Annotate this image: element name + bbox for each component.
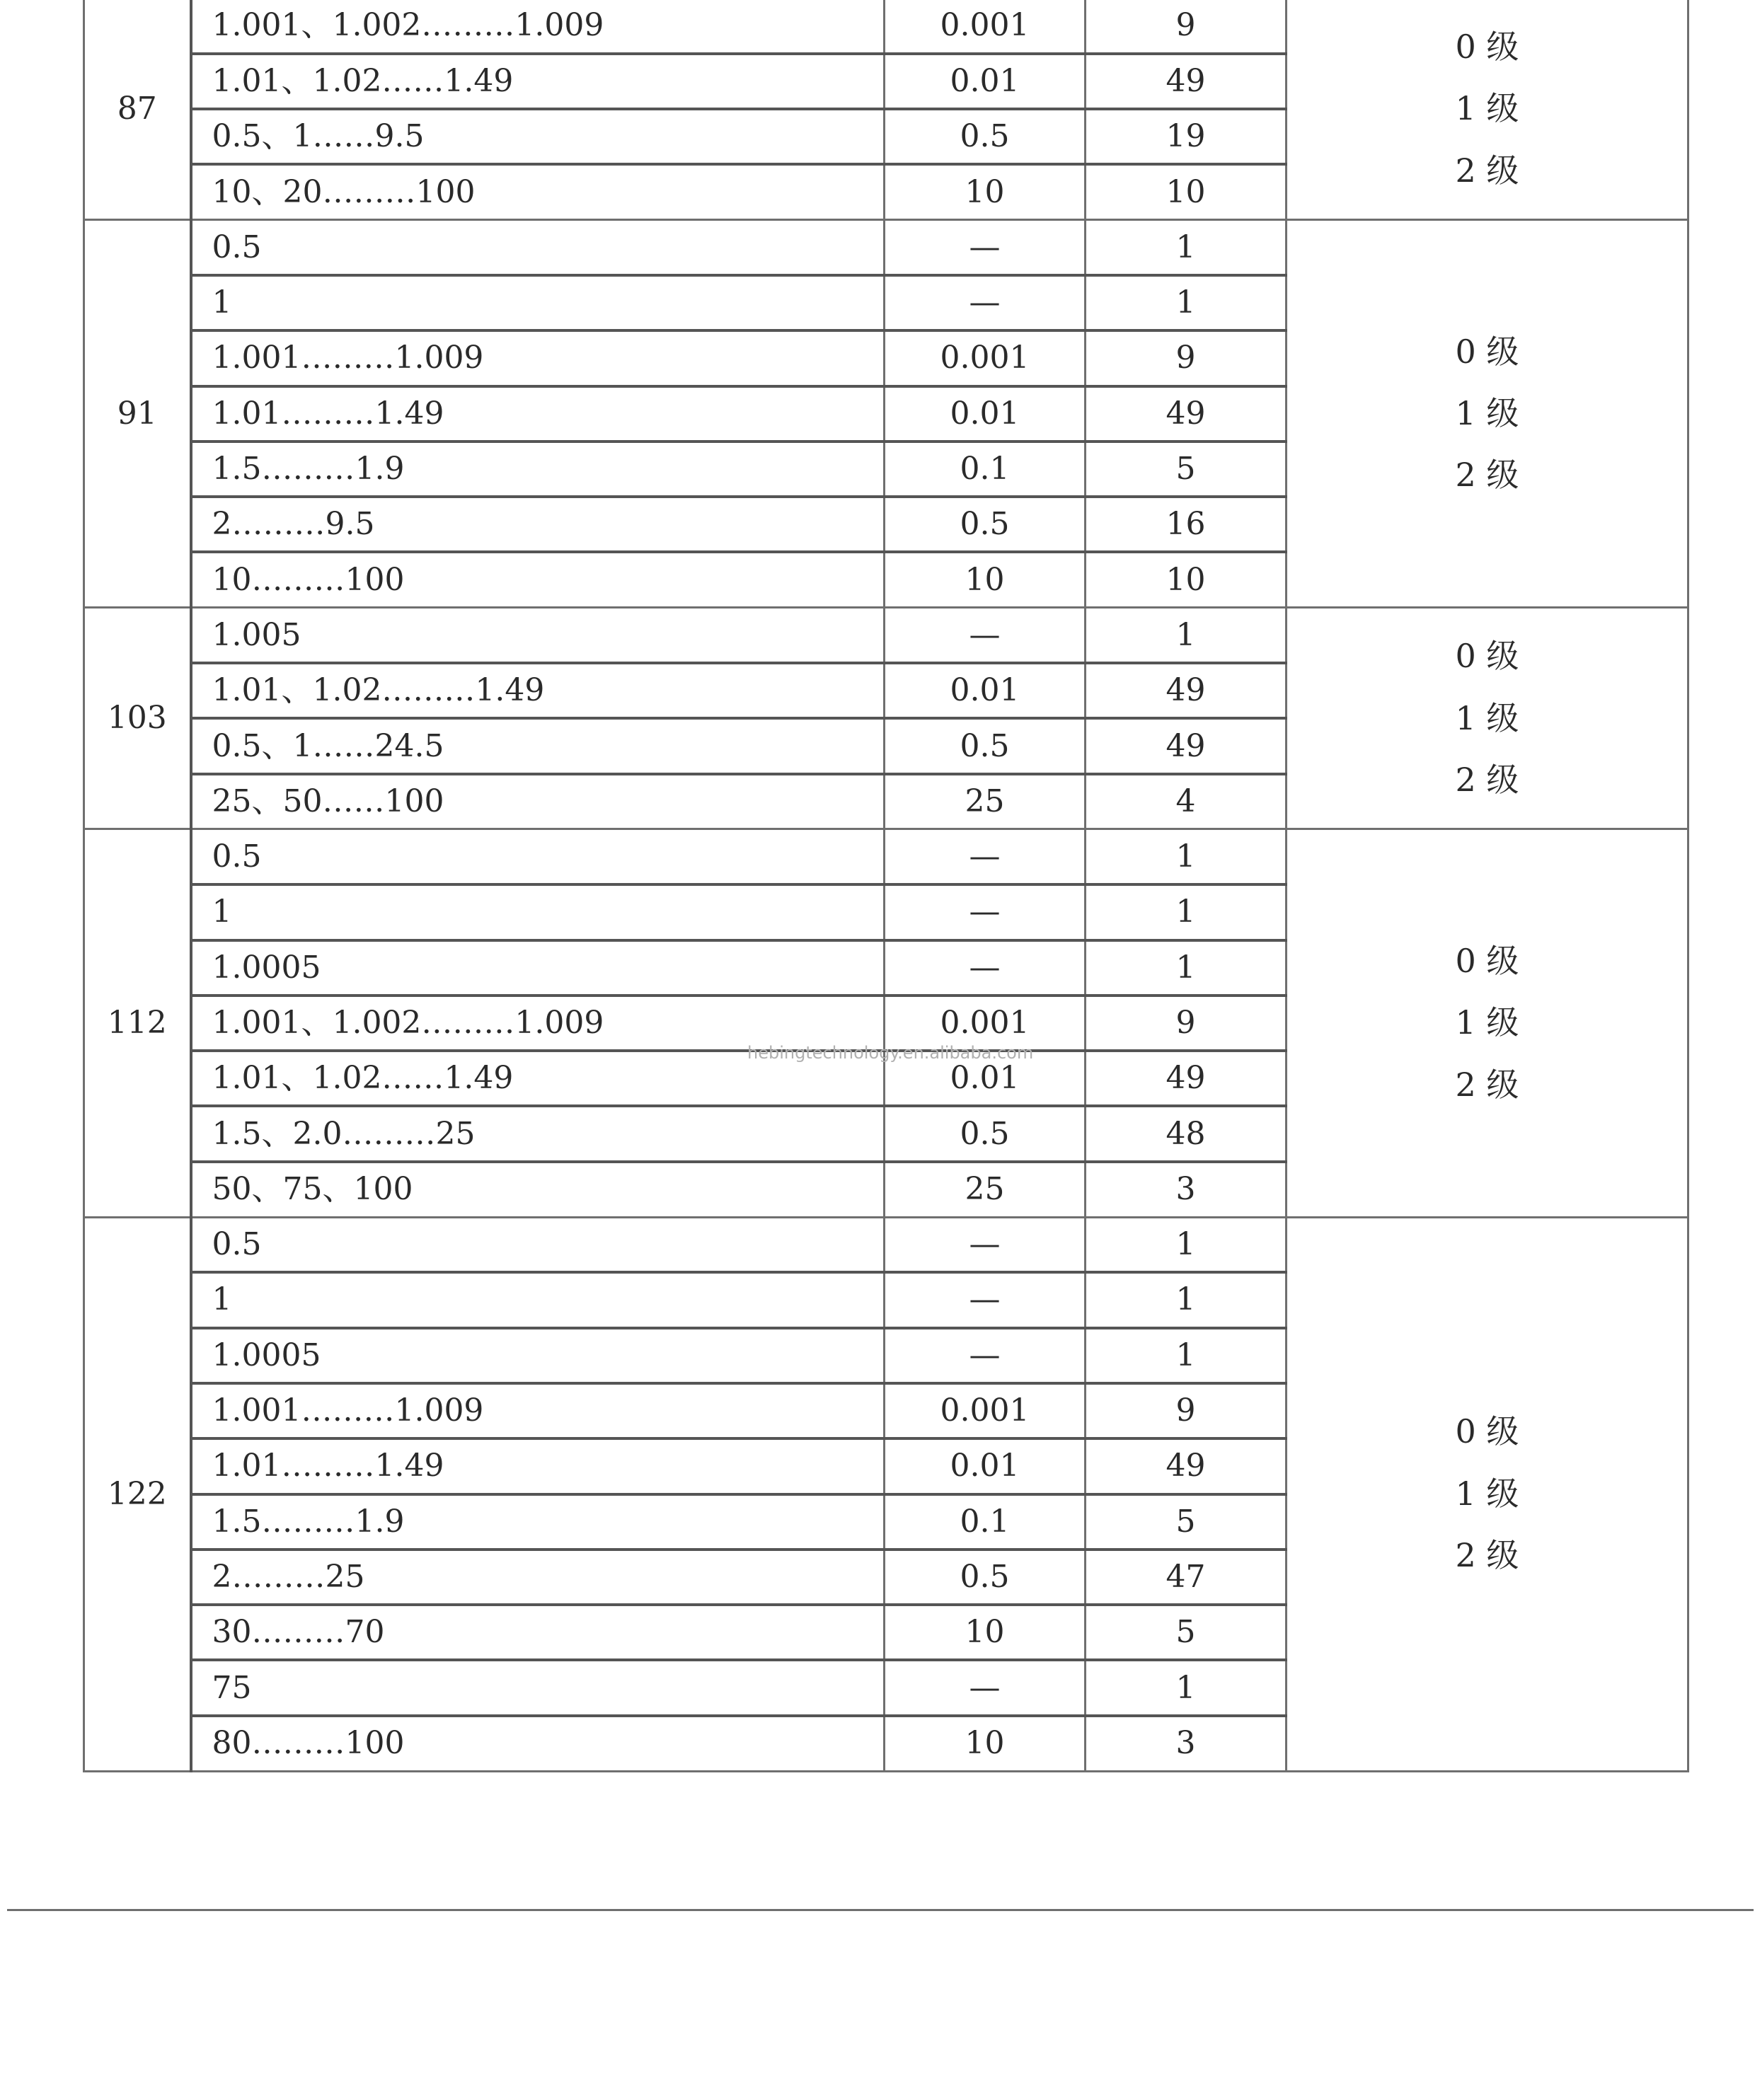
accuracy-grade-cell xyxy=(1287,829,1688,1217)
step-cell: — xyxy=(885,884,1086,940)
qty-cell: 49 xyxy=(1086,1051,1287,1106)
step-cell: 10 xyxy=(885,1716,1086,1771)
spec-cell: 0.5、1……24.5 xyxy=(191,718,885,773)
qty-cell: 49 xyxy=(1086,718,1287,773)
qty-cell: 10 xyxy=(1086,552,1287,607)
grade-label: 2 级 xyxy=(1455,456,1519,495)
spec-cell: 50、75、100 xyxy=(191,1162,885,1217)
spec-cell: 1.0005 xyxy=(191,1328,885,1383)
spec-cell: 1.5………1.9 xyxy=(191,1494,885,1550)
spec-cell: 1.5、2.0………25 xyxy=(191,1106,885,1161)
table-row xyxy=(84,1217,1688,1272)
step-cell: 0.1 xyxy=(885,1494,1086,1550)
qty-cell: 1 xyxy=(1086,608,1287,663)
qty-cell: 1 xyxy=(1086,1660,1287,1715)
qty-cell: 49 xyxy=(1086,1438,1287,1494)
spec-cell: 1.5………1.9 xyxy=(191,442,885,497)
step-cell: 0.01 xyxy=(885,1438,1086,1494)
step-cell: 0.1 xyxy=(885,442,1086,497)
spec-cell: 1.01、1.02……1.49 xyxy=(191,54,885,109)
step-cell: 0.001 xyxy=(885,0,1086,54)
qty-cell: 10 xyxy=(1086,164,1287,219)
step-cell: 0.5 xyxy=(885,1550,1086,1605)
step-cell: 0.001 xyxy=(885,996,1086,1051)
step-cell: 25 xyxy=(885,774,1086,829)
spec-cell: 1.01………1.49 xyxy=(191,1438,885,1494)
accuracy-grade-cell xyxy=(1287,220,1688,608)
spec-cell: 1.01、1.02……1.49 xyxy=(191,1051,885,1106)
qty-cell: 5 xyxy=(1086,1605,1287,1660)
accuracy-grade-cell xyxy=(1287,1217,1688,1771)
spec-cell: 1.001………1.009 xyxy=(191,330,885,386)
spec-cell: 0.5 xyxy=(191,829,885,884)
table-row xyxy=(84,608,1688,663)
qty-cell: 1 xyxy=(1086,940,1287,996)
watermark: hebingtechnology.en.alibaba.com xyxy=(747,1043,1034,1063)
weight-set-table xyxy=(83,0,1689,1772)
step-cell: 0.5 xyxy=(885,109,1086,164)
grade-label: 1 级 xyxy=(1455,1003,1519,1042)
step-cell: — xyxy=(885,275,1086,330)
table-row xyxy=(84,220,1688,275)
qty-cell: 1 xyxy=(1086,275,1287,330)
spec-cell: 0.5 xyxy=(191,1217,885,1272)
grade-label: 0 级 xyxy=(1455,1412,1519,1451)
group-number-cell: 122 xyxy=(84,1217,191,1771)
spec-cell: 1.01、1.02………1.49 xyxy=(191,663,885,718)
grade-label: 0 级 xyxy=(1455,637,1519,676)
qty-cell: 5 xyxy=(1086,1494,1287,1550)
bottom-rule xyxy=(7,1909,1754,1911)
table-body xyxy=(84,0,1688,1771)
qty-cell: 9 xyxy=(1086,330,1287,386)
group-number-cell: 91 xyxy=(84,220,191,608)
step-cell: 0.5 xyxy=(885,718,1086,773)
step-cell: 10 xyxy=(885,552,1086,607)
group-number-cell: 112 xyxy=(84,829,191,1217)
qty-cell: 19 xyxy=(1086,109,1287,164)
step-cell: 0.5 xyxy=(885,497,1086,552)
qty-cell: 49 xyxy=(1086,663,1287,718)
spec-cell: 30………70 xyxy=(191,1605,885,1660)
step-cell: 0.01 xyxy=(885,1051,1086,1106)
qty-cell: 3 xyxy=(1086,1162,1287,1217)
spec-cell: 0.5、1……9.5 xyxy=(191,109,885,164)
step-cell: 10 xyxy=(885,1605,1086,1660)
qty-cell: 1 xyxy=(1086,1217,1287,1272)
spec-cell: 1.001、1.002………1.009 xyxy=(191,0,885,54)
qty-cell: 47 xyxy=(1086,1550,1287,1605)
spec-cell: 1 xyxy=(191,884,885,940)
spec-cell: 1.001、1.002………1.009 xyxy=(191,996,885,1051)
spec-cell: 1 xyxy=(191,1272,885,1327)
grade-label: 1 级 xyxy=(1455,1474,1519,1513)
qty-cell: 1 xyxy=(1086,1272,1287,1327)
qty-cell: 1 xyxy=(1086,220,1287,275)
spec-cell: 10、20………100 xyxy=(191,164,885,219)
qty-cell: 9 xyxy=(1086,1383,1287,1438)
qty-cell: 16 xyxy=(1086,497,1287,552)
grade-label: 0 级 xyxy=(1455,28,1519,66)
table-row xyxy=(84,829,1688,884)
grade-label: 1 级 xyxy=(1455,89,1519,128)
spec-cell: 1.0005 xyxy=(191,940,885,996)
spec-cell: 0.5 xyxy=(191,220,885,275)
spec-cell: 2………25 xyxy=(191,1550,885,1605)
step-cell: — xyxy=(885,1217,1086,1272)
step-cell: — xyxy=(885,829,1086,884)
spec-cell: 2………9.5 xyxy=(191,497,885,552)
qty-cell: 49 xyxy=(1086,54,1287,109)
grade-label: 2 级 xyxy=(1455,1065,1519,1104)
qty-cell: 9 xyxy=(1086,0,1287,54)
group-number-cell: 87 xyxy=(84,0,191,220)
step-cell: 10 xyxy=(885,164,1086,219)
step-cell: — xyxy=(885,1660,1086,1715)
grade-label: 1 级 xyxy=(1455,394,1519,433)
grade-label: 1 级 xyxy=(1455,698,1519,737)
table-row xyxy=(84,0,1688,54)
grade-label: 0 级 xyxy=(1455,332,1519,371)
qty-cell: 5 xyxy=(1086,442,1287,497)
qty-cell: 1 xyxy=(1086,1328,1287,1383)
step-cell: 0.001 xyxy=(885,1383,1086,1438)
step-cell: — xyxy=(885,608,1086,663)
qty-cell: 48 xyxy=(1086,1106,1287,1161)
spec-cell: 1.005 xyxy=(191,608,885,663)
qty-cell: 1 xyxy=(1086,829,1287,884)
step-cell: 0.5 xyxy=(885,1106,1086,1161)
step-cell: — xyxy=(885,940,1086,996)
spec-cell: 1.001………1.009 xyxy=(191,1383,885,1438)
spec-cell: 1.01………1.49 xyxy=(191,386,885,442)
spec-cell: 80………100 xyxy=(191,1716,885,1771)
spec-cell: 75 xyxy=(191,1660,885,1715)
spec-cell: 1 xyxy=(191,275,885,330)
accuracy-grade-cell xyxy=(1287,0,1688,220)
step-cell: 0.01 xyxy=(885,663,1086,718)
step-cell: 0.001 xyxy=(885,330,1086,386)
qty-cell: 49 xyxy=(1086,386,1287,442)
grade-label: 2 级 xyxy=(1455,1536,1519,1575)
step-cell: — xyxy=(885,1328,1086,1383)
qty-cell: 4 xyxy=(1086,774,1287,829)
step-cell: 25 xyxy=(885,1162,1086,1217)
step-cell: — xyxy=(885,220,1086,275)
spec-cell: 10………100 xyxy=(191,552,885,607)
step-cell: — xyxy=(885,1272,1086,1327)
step-cell: 0.01 xyxy=(885,54,1086,109)
group-number-cell: 103 xyxy=(84,608,191,829)
qty-cell: 9 xyxy=(1086,996,1287,1051)
grade-label: 2 级 xyxy=(1455,761,1519,800)
accuracy-grade-cell xyxy=(1287,608,1688,829)
qty-cell: 1 xyxy=(1086,884,1287,940)
qty-cell: 3 xyxy=(1086,1716,1287,1771)
grade-label: 0 级 xyxy=(1455,941,1519,980)
spec-cell: 25、50……100 xyxy=(191,774,885,829)
grade-label: 2 级 xyxy=(1455,151,1519,190)
step-cell: 0.01 xyxy=(885,386,1086,442)
